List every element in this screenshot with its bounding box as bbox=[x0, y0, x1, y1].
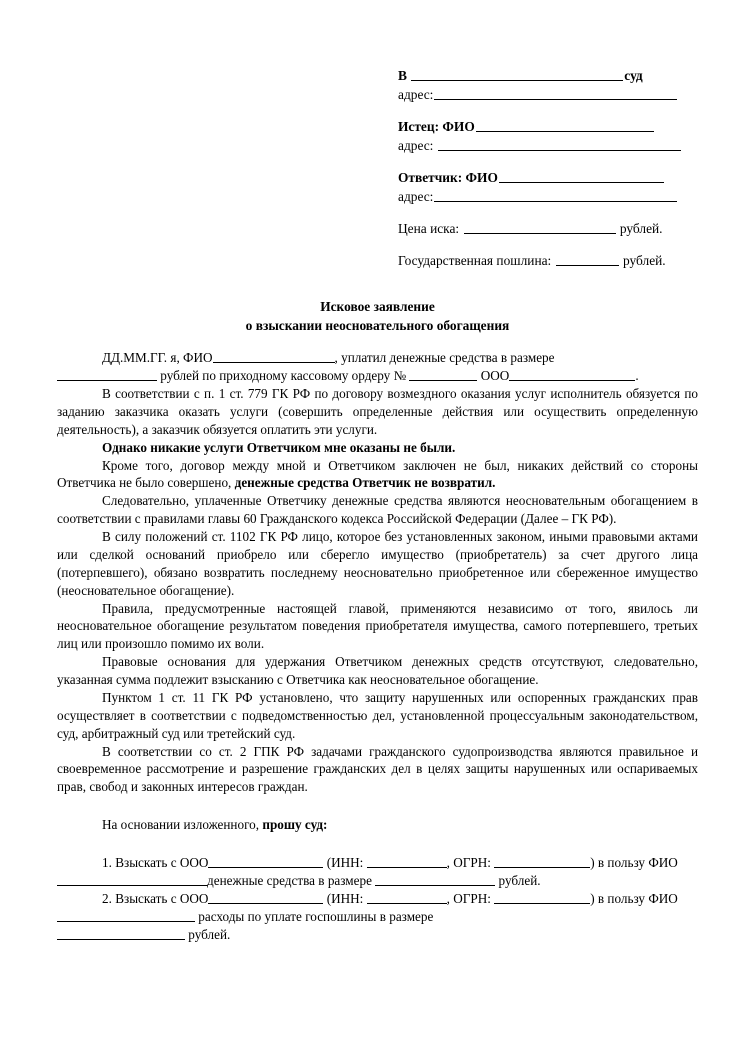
claim-item-2 bbox=[57, 890, 698, 908]
claim1-beneficiary-blank[interactable] bbox=[57, 873, 207, 886]
defendant-label: Ответчик: ФИО bbox=[398, 170, 498, 186]
claim-item-2-cont2 bbox=[57, 926, 698, 944]
claim1-segment-c: , ОГРН: bbox=[446, 855, 491, 871]
body-spacer bbox=[57, 796, 698, 816]
claim2-segment-d: ) в пользу ФИО bbox=[590, 890, 678, 906]
paragraph-no-contract bbox=[57, 457, 698, 493]
paragraph-no-services bbox=[57, 439, 698, 457]
court-address-line bbox=[398, 85, 698, 104]
claim1-segment-d: ) в пользу ФИО bbox=[590, 855, 678, 871]
request-intro-text: На основании изложенного, bbox=[102, 817, 263, 833]
plaintiff-address-blank[interactable] bbox=[438, 138, 681, 151]
claim2-segment-a: 2. Взыскать с ООО bbox=[102, 890, 209, 906]
paragraph-unjust-enrichment: Следовательно, уплаченные Ответчику денежные средства являются неосновательным обогащением в соответствии с правилами главы 60 Гражданского кодекса Российской Федерации (Далее – ГК РФ). bbox=[57, 493, 698, 527]
p1-amount-blank[interactable] bbox=[57, 369, 157, 382]
addressee-header-block bbox=[398, 66, 698, 270]
court-suffix-label: суд bbox=[624, 68, 643, 83]
header-gap-4 bbox=[398, 238, 698, 251]
header-gap-1 bbox=[398, 104, 698, 117]
state-duty-line bbox=[398, 251, 698, 270]
paragraph-payment-facts bbox=[57, 349, 698, 367]
defendant-name-blank[interactable] bbox=[499, 170, 664, 183]
claim2-segment-c: , ОГРН: bbox=[446, 890, 491, 906]
p1-segment-a: ДД.ММ.ГГ. я, ФИО bbox=[102, 350, 213, 366]
claim-price-line bbox=[398, 219, 698, 238]
request-intro-bold: прошу суд: bbox=[262, 817, 328, 833]
claim-item-1 bbox=[57, 854, 698, 872]
document-title bbox=[57, 297, 698, 335]
claim-price-blank[interactable] bbox=[464, 221, 616, 234]
claim1-inn-blank[interactable] bbox=[367, 855, 447, 868]
claim1-segment-a: 1. Взыскать с ООО bbox=[102, 855, 209, 871]
claim-item-1-cont bbox=[57, 872, 698, 890]
defendant-address-line bbox=[398, 187, 698, 206]
title-line-2: о взыскании неосновательного обогащения bbox=[245, 318, 510, 334]
plaintiff-name-blank[interactable] bbox=[476, 119, 654, 132]
state-duty-label: Государственная пошлина: bbox=[398, 253, 552, 269]
paragraph-art-779: В соответствии с п. 1 ст. 779 ГК РФ по договору возмездного оказания услуг исполнитель обязуется по заданию заказчика оказать услуги (совершить определенные действия или осуществить определенную деятельность), а заказчик обязуется оплатить эти услуги. bbox=[57, 386, 698, 437]
claim-item-2-cont bbox=[57, 908, 698, 926]
paragraph-art-2-gpk: В соответствии со ст. 2 ГПК РФ задачами гражданского судопроизводства являются правильное и своевременное рассмотрение и разрешение гражданских дел в целях защиты нарушенных или оспариваемых прав, свобод и законных интересов граждан. bbox=[57, 743, 698, 795]
paragraph-payment-facts-cont bbox=[57, 367, 698, 385]
claim2-segment-f: рублей. bbox=[188, 926, 231, 942]
p1-company-blank[interactable] bbox=[509, 369, 635, 382]
claim2-segment-e: расходы по уплате госпошлины в размере bbox=[198, 908, 434, 924]
p1-segment-e: . bbox=[635, 368, 639, 384]
document-body bbox=[57, 349, 698, 943]
court-line bbox=[398, 66, 698, 85]
plaintiff-line bbox=[398, 117, 698, 136]
p1-segment-c: рублей по приходному кассовому ордеру № bbox=[160, 368, 407, 384]
paragraph-no-legal-grounds: Правовые основания для удержания Ответчиком денежных средств отсутствуют, следовательно, указанная сумма подлежит взысканию с Ответчика как неосновательное обогащение. bbox=[57, 654, 698, 688]
claim1-amount-blank[interactable] bbox=[375, 873, 495, 886]
state-duty-unit: рублей. bbox=[623, 253, 666, 269]
claim1-company-blank[interactable] bbox=[208, 855, 323, 868]
claim1-segment-e: денежные средства в размере bbox=[207, 872, 372, 888]
p4-bold-text: денежные средства Ответчик не возвратил. bbox=[234, 475, 496, 491]
plaintiff-address-line bbox=[398, 136, 698, 155]
paragraph-chapter-rules: Правила, предусмотренные настоящей главой, применяются независимо от того, явилось ли неосновательное обогащение результатом поведения приобретателя имущества, самого потерпевшего, третьих лиц или произошло помимо их воли. bbox=[57, 600, 698, 652]
claim2-ogrn-blank[interactable] bbox=[494, 891, 590, 904]
state-duty-blank[interactable] bbox=[556, 253, 619, 266]
plaintiff-label: Истец: ФИО bbox=[398, 119, 475, 135]
court-prefix-label: В bbox=[398, 68, 407, 83]
defendant-line bbox=[398, 168, 698, 187]
paragraph-art-11: Пунктом 1 ст. 11 ГК РФ установлено, что защиту нарушенных или оспоренных гражданских прав осуществляет в соответствии с подведомственностью дел, установленной процессуальным законодательством, суд, арбитражный суд или третейский суд. bbox=[57, 689, 698, 741]
p1-plaintiff-name-blank[interactable] bbox=[213, 351, 335, 364]
p1-segment-b: , уплатил денежные средства в размере bbox=[334, 350, 555, 366]
defendant-address-label: адрес: bbox=[398, 189, 434, 205]
claim-price-label: Цена иска: bbox=[398, 221, 460, 237]
p1-order-number-blank[interactable] bbox=[409, 369, 477, 382]
header-gap-3 bbox=[398, 206, 698, 219]
claim2-inn-blank[interactable] bbox=[367, 891, 447, 904]
paragraph-art-1102: В силу положений ст. 1102 ГК РФ лицо, которое без установленных законом, иными правовыми актами или сделкой оснований приобрело или сберегло имущество (приобретатель) за счет другого лица (потерпевшего), обязано возвратить последнему неосновательно приобретенное или сбереженное имущество (неосновательное обогащение). bbox=[57, 529, 698, 598]
plaintiff-address-label: адрес: bbox=[398, 138, 434, 154]
claim2-amount-blank[interactable] bbox=[57, 927, 185, 940]
claim1-ogrn-blank[interactable] bbox=[494, 855, 590, 868]
paragraph-request-intro bbox=[57, 816, 698, 834]
claim2-beneficiary-blank[interactable] bbox=[57, 909, 195, 922]
court-address-label: адрес: bbox=[398, 87, 434, 103]
p1-segment-d: ООО bbox=[480, 368, 510, 384]
court-name-blank[interactable] bbox=[411, 68, 623, 81]
claim1-segment-f: рублей. bbox=[498, 872, 541, 888]
defendant-address-blank[interactable] bbox=[434, 189, 677, 202]
claim2-company-blank[interactable] bbox=[208, 891, 323, 904]
claims-spacer bbox=[57, 834, 698, 854]
title-line-1: Исковое заявление bbox=[320, 299, 435, 315]
court-address-blank[interactable] bbox=[434, 87, 677, 100]
claim-price-unit: рублей. bbox=[619, 221, 663, 237]
p4-segment-a: Кроме того, договор между мной и Ответчиком заключен не был, никаких действий со стороны Ответчика не было совершено, bbox=[57, 457, 698, 491]
claim1-segment-b: (ИНН: bbox=[326, 855, 364, 871]
p3-bold-text: Однако никакие услуги Ответчиком мне оказаны не были. bbox=[102, 439, 456, 455]
header-gap-2 bbox=[398, 155, 698, 168]
claim2-segment-b: (ИНН: bbox=[326, 890, 364, 906]
